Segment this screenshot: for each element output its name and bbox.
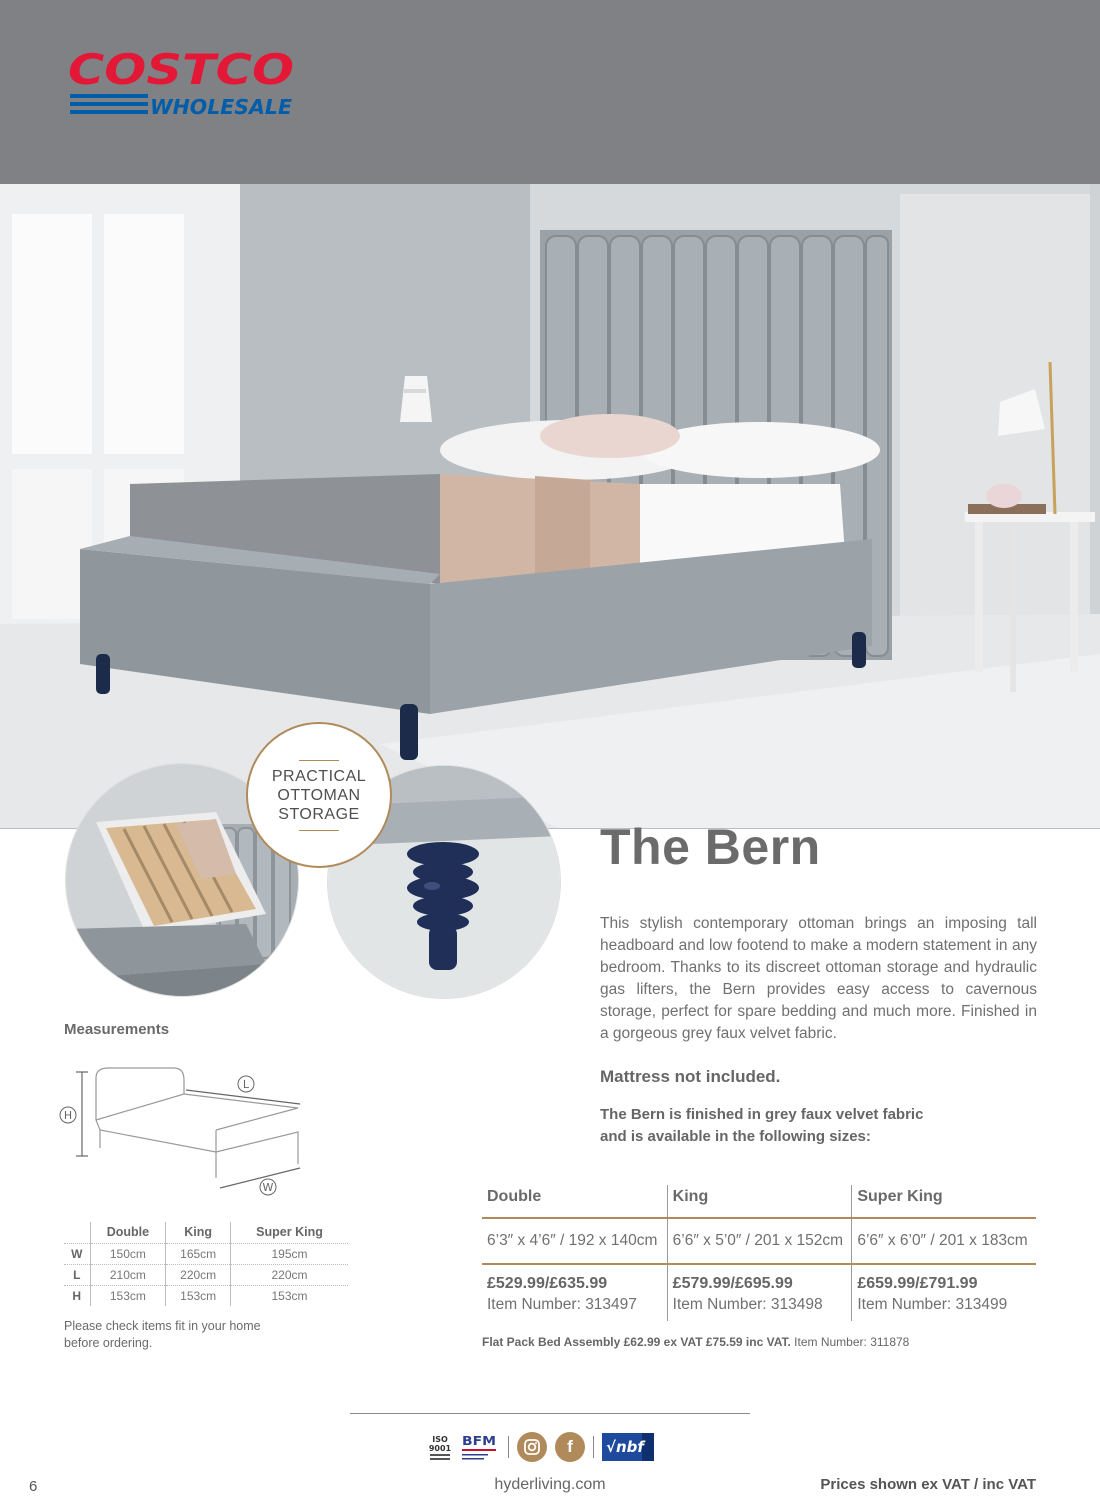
table-cell: 150cm [90,1244,166,1265]
hero-bed-photo [0,184,1100,829]
measurements-col-double: Double [90,1222,166,1244]
badge-text: PRACTICAL OTTOMAN STORAGE [271,767,367,823]
assembly-price: Flat Pack Bed Assembly £62.99 ex VAT £75.59 inc VAT. [482,1335,791,1349]
instagram-icon[interactable] [517,1432,547,1462]
price-table-header [482,1185,1036,1219]
iso-9001-logo [428,1432,452,1462]
badge-bottom-rule [299,830,339,831]
footer-rule [350,1413,750,1414]
table-cell: 210cm [90,1265,166,1286]
price-table-prices [482,1265,1036,1321]
svg-text:9001: 9001 [428,1444,452,1453]
price-super-king: £659.99/£791.99 [857,1275,978,1292]
diagram-label-w: W [262,1181,274,1194]
measurements-note: Please check items fit in your home before ordering. [64,1319,261,1350]
price-king: £579.99/£695.99 [672,1275,793,1292]
measurements-row-length [64,1265,348,1286]
item-number-super-king: Item Number: 313499 [857,1296,1008,1313]
facebook-icon[interactable]: f [555,1432,585,1462]
ottoman-storage-badge [246,722,392,868]
measurements-col-super-king: Super King [231,1222,348,1244]
sizes-intro: The Bern is finished in grey faux velvet fabric and is available in the following sizes: [600,1106,924,1145]
footer-separator [508,1436,509,1458]
measurements-table [64,1222,348,1306]
nbf-logo [602,1433,654,1461]
size-price-cell-super-king [851,1265,1036,1321]
svg-text:√nbf: √nbf [606,1438,644,1456]
table-cell: 153cm [231,1286,348,1307]
table-cell: 153cm [90,1286,166,1307]
table-cell: 220cm [231,1265,348,1286]
bfm-logo [460,1432,500,1462]
svg-text:COSTCO: COSTCO [68,48,294,94]
table-cell: 195cm [231,1244,348,1265]
size-dims-double: 6’3″ x 4’6″ / 192 x 140cm [487,1232,658,1249]
price-table-dimensions [482,1219,1036,1265]
row-label: H [64,1286,90,1307]
item-number-king: Item Number: 313498 [672,1296,823,1313]
price-double: £529.99/£635.99 [487,1275,608,1292]
size-heading-super-king: Super King [851,1185,1036,1217]
measurements-title: Measurements [64,1021,170,1038]
measurements-header-row [64,1222,348,1244]
assembly-note [482,1335,909,1349]
diagram-label-h: H [63,1109,73,1122]
measurements-corner [64,1222,90,1244]
svg-text:ISO: ISO [432,1435,448,1444]
website-url[interactable]: hyderliving.com [494,1476,606,1493]
page-number: 6 [29,1478,38,1495]
assembly-item-number: Item Number: 311878 [794,1335,910,1349]
footer-separator [593,1436,594,1458]
svg-text:BFM: BFM [462,1434,496,1448]
diagram-label-l: L [242,1078,250,1091]
footer-badges [428,1430,654,1464]
size-heading-king: King [667,1185,852,1217]
size-price-cell-king [667,1265,852,1321]
table-cell: 165cm [166,1244,231,1265]
size-price-cell-double [482,1265,667,1321]
product-description: This stylish contemporary ottoman brings an imposing tall headboard and low footend to make a modern statement in any bedroom. Thanks to its discreet ottoman storage and hydraulic gas lifters, the Bern provides easy access to cavernous storage, perfect for spare bedding and much more. Finished in a gorgeous grey faux velvet fabric. [600,915,1037,1042]
size-heading-double: Double [487,1188,542,1205]
product-title: The Bern [600,819,821,875]
table-cell: 220cm [166,1265,231,1286]
size-dims-super-king: 6’6″ x 6’0″ / 201 x 183cm [851,1219,1036,1263]
costco-logo [66,48,298,116]
measurements-row-height [64,1286,348,1307]
item-number-double: Item Number: 313497 [487,1296,637,1313]
measurements-col-king: King [166,1222,231,1244]
measurements-row-width [64,1244,348,1265]
row-label: W [64,1244,90,1265]
size-dims-king: 6’6″ x 5’0″ / 201 x 152cm [667,1219,852,1263]
mattress-note: Mattress not included. [600,1067,781,1086]
bed-dimensions-diagram [56,1060,316,1200]
row-label: L [64,1265,90,1286]
vat-note: Prices shown ex VAT / inc VAT [820,1476,1036,1493]
price-table [482,1185,1036,1321]
badge-top-rule [299,760,339,761]
svg-text:WHOLESALE: WHOLESALE [150,95,293,116]
table-cell: 153cm [166,1286,231,1307]
